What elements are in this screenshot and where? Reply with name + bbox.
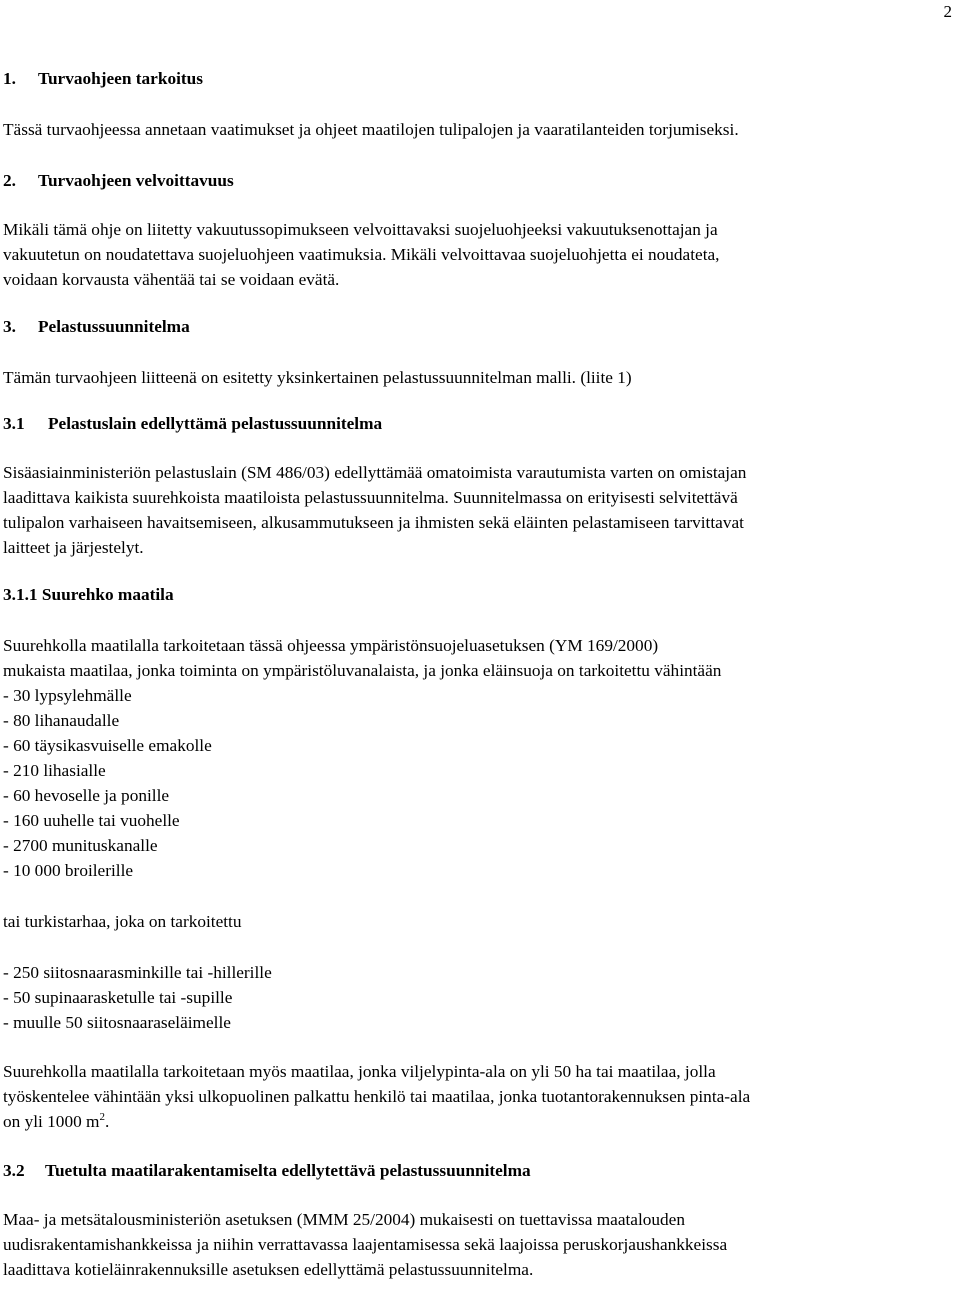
heading-3	[3, 314, 953, 339]
text-line: työskentelee vähintään yksi ulkopuolinen palkattu henkilö tai maatilaa, jonka tuotantorakennuksen pinta-ala	[3, 1087, 751, 1106]
text-line	[3, 1109, 953, 1134]
heading-number: 1.	[3, 69, 16, 88]
text-line: laitteet ja järjestelyt.	[3, 538, 144, 557]
paragraph-rescue-act	[3, 460, 953, 560]
paragraph-purpose: Tässä turvaohjeessa annetaan vaatimukset ja ohjeet maatilojen tulipalojen ja vaaratilanteiden torjumiseksi.	[3, 120, 739, 139]
heading-title: Tuetulta maatilarakentamiselta edellytettävä pelastussuunnitelma	[45, 1161, 531, 1180]
page-number: 2	[943, 2, 952, 21]
heading-title: Turvaohjeen velvoittavuus	[38, 171, 234, 190]
list-item: - 30 lypsylehmälle	[3, 686, 132, 705]
text-line: Sisäasiainministeriön pelastuslain (SM 486/03) edellyttämää omatoimista varautumista varten on omistajan	[3, 463, 747, 482]
list-item: - 2700 munituskanalle	[3, 836, 158, 855]
list-item: - 60 hevoselle ja ponille	[3, 786, 170, 805]
paragraph-subsidised-construction	[3, 1207, 953, 1282]
list-item: - 50 supinaarasketulle tai -supille	[3, 988, 233, 1007]
heading-number: 3.	[3, 317, 16, 336]
text-line: Maa- ja metsätalousministeriön asetuksen (MMM 25/2004) mukaisesti on tuettavissa maatalouden	[3, 1210, 685, 1229]
heading-3-1	[3, 411, 953, 436]
text-line: Mikäli tämä ohje on liitetty vakuutussopimukseen velvoittavaksi suojeluohjeeksi vakuutuksenottajan ja	[3, 220, 718, 239]
heading-title: Pelastussuunnitelma	[38, 317, 190, 336]
paragraph-fur-farm: tai turkistarhaa, joka on tarkoitettu	[3, 912, 242, 931]
list-item: - 60 täysikasvuiselle emakolle	[3, 736, 212, 755]
heading-title: Turvaohjeen tarkoitus	[38, 69, 203, 88]
text-line: laadittava kaikista suurehkoista maatiloista pelastussuunnitelma. Suunnitelmassa on erityisesti selvitettävä	[3, 488, 738, 507]
list-item: - 160 uuhelle tai vuohelle	[3, 811, 180, 830]
text-line: tulipalon varhaiseen havaitsemiseen, alkusammutukseen ja ihmisten sekä eläinten pelastamiseen tarvittavat	[3, 513, 744, 532]
fur-animal-list	[3, 960, 953, 1035]
text-line: vakuutetun on noudatettava suojeluohjeen vaatimuksia. Mikäli velvoittavaa suojeluohjetta ei noudateta,	[3, 245, 720, 264]
paragraph-also-large-farm	[3, 1059, 953, 1134]
heading-2	[3, 168, 953, 193]
sentence-end: .	[105, 1112, 110, 1131]
heading-number: 2.	[3, 171, 16, 190]
heading-1	[3, 66, 953, 91]
heading-number: 3.2	[3, 1161, 25, 1180]
heading-number: 3.1	[3, 414, 25, 433]
list-item: - muulle 50 siitosnaaraseläimelle	[3, 1013, 231, 1032]
list-item: - 210 lihasialle	[3, 761, 106, 780]
animal-list	[3, 683, 953, 883]
list-item: - 250 siitosnaarasminkille tai -hillerille	[3, 963, 272, 982]
heading-3-1-1: 3.1.1 Suurehko maatila	[3, 585, 174, 604]
heading-3-2	[3, 1158, 953, 1183]
list-item: - 10 000 broilerille	[3, 861, 134, 880]
superscript: 2	[99, 1111, 105, 1124]
paragraph-large-farm	[3, 633, 953, 683]
text-line: Suurehkolla maatilalla tarkoitetaan tässä ohjeessa ympäristönsuojeluasetuksen (YM 169/2000)	[3, 636, 659, 655]
text-line: laadittava kotieläinrakennuksille asetuksen edellyttämä pelastussuunnitelma.	[3, 1260, 534, 1279]
list-item: - 80 lihanaudalle	[3, 711, 120, 730]
text-line: uudisrakentamishankkeissa ja niihin verrattavassa laajentamisessa sekä laajoissa peruskorjaushankkeissa	[3, 1235, 728, 1254]
text-line: voidaan korvausta vähentää tai se voidaan evätä.	[3, 270, 340, 289]
text-line: mukaista maatilaa, jonka toiminta on ympäristöluvanalaista, ja jonka eläinsuoja on tarkoitettu vähintään	[3, 661, 722, 680]
heading-title: Pelastuslain edellyttämä pelastussuunnitelma	[48, 414, 383, 433]
document-body	[3, 66, 953, 1282]
paragraph-obligation	[3, 217, 953, 292]
area-text: on yli 1000 m	[3, 1112, 100, 1131]
paragraph-rescue-plan: Tämän turvaohjeen liitteenä on esitetty yksinkertainen pelastussuunnitelman malli. (liite 1)	[3, 368, 632, 387]
text-line: Suurehkolla maatilalla tarkoitetaan myös maatilaa, jonka viljelypinta-ala on yli 50 ha tai maatilaa, jolla	[3, 1062, 716, 1081]
